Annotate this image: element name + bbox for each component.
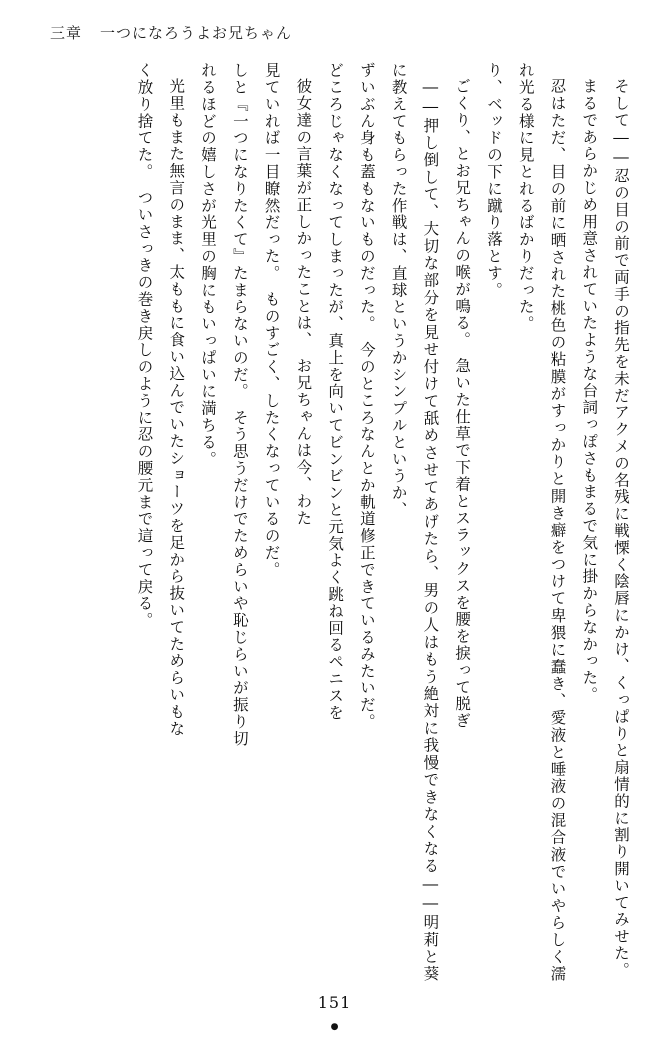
page-number: 151 xyxy=(317,993,352,1012)
chapter-title: 一つになろうよお兄ちゃん xyxy=(100,24,293,42)
paragraph: そして――忍の目の前で両手の指先を未だアクメの名残に戦慄く陰唇にかけ、くっぱりと扇情的に割り開いてみせた。 xyxy=(612,77,630,979)
page-footer-mark: ● xyxy=(330,1022,339,1032)
running-header xyxy=(50,22,629,48)
paragraph: り、ベッドの下に蹴り落とす。 xyxy=(484,62,503,299)
paragraph: どころじゃなくなってしまったが、真上を向いてビンビンと元気よく跳ね回るペニスを xyxy=(326,62,345,722)
paragraph: 彼女達の言葉が正しかったことは、 お兄ちゃんは今、わた xyxy=(294,77,313,527)
paragraph: しと『一つになりたくて』たまらないのだ。 そう思うだけでためらいや恥じらいが振り切 xyxy=(230,62,249,748)
paragraph: く放り捨てた。 ついさっきの巻き戻しのように忍の腰元まで這って戻る。 xyxy=(135,62,154,629)
paragraph: 忍はただ、目の前に晒された桃色の粘膜がすっかりと開き癖をつけて卑猥に蠢き、愛液と唾液の混合液でいやらしく濡れ光る様に見とれるばかりだった。 xyxy=(516,62,567,982)
paragraph: 光里もまた無言のまま、太ももに食い込んでいたショーツを足から抜いてためらいもな xyxy=(167,77,186,737)
paragraph: まるであらかじめ用意されていたような台詞っぽさもまるで気に掛からなかった。 xyxy=(580,77,599,703)
page-body-text xyxy=(40,62,636,982)
paragraph: れるほどの嬉しさが光里の胸にもいっぱいに満ちる。 xyxy=(199,62,218,468)
paragraph: 見ていれば一目瞭然だった。 ものすごく、したくなっているのだ。 xyxy=(262,62,281,579)
chapter-number: 三章 xyxy=(50,24,83,42)
paragraph: ――押し倒して、大切な部分を見せ付けて舐めさせてあげたら、男の人はもう絶対に我慢できなくなる――明莉と葵に教えてもらった作戦は、直球というかシンプルというか、 xyxy=(389,62,440,982)
paragraph: ずいぶん身も蓋もないものだった。 今のところなんとか軌道修正できているみたいだ。 xyxy=(357,62,376,731)
paragraph: ごくり、とお兄ちゃんの喉が鳴る。 急いた仕草で下着とスラックスを腰を捩って脱ぎ xyxy=(453,77,472,729)
